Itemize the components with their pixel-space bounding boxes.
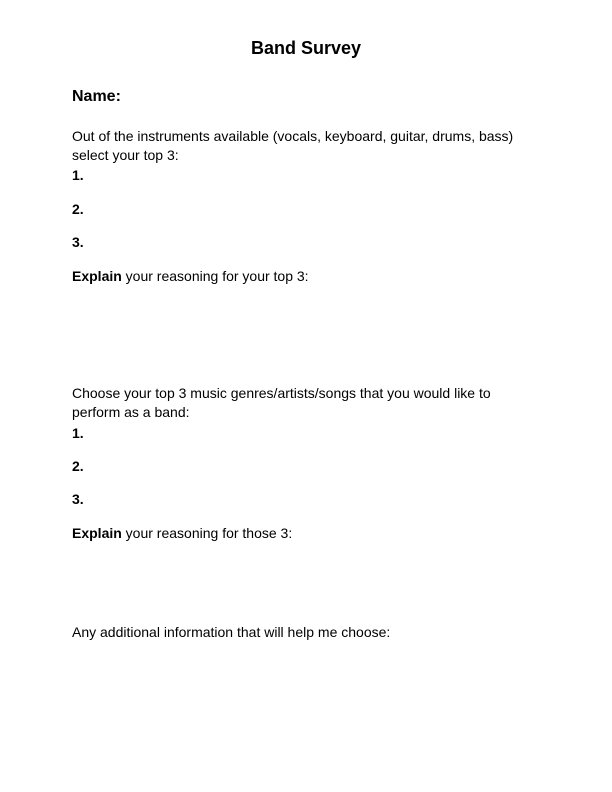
instrument-choice-1-label: 1. <box>72 167 84 183</box>
additional-info-prompt: Any additional information that will help me choose: <box>72 624 391 640</box>
instruments-prompt-line1: Out of the instruments available (vocals, keyboard, guitar, drums, bass) <box>72 128 514 144</box>
instruments-prompt-line2: select your top 3: <box>72 147 179 163</box>
explain-bold-text: Explain <box>72 268 122 284</box>
genres-prompt-line1: Choose your top 3 music genres/artists/songs that you would like to <box>72 385 491 401</box>
name-label: Name: <box>72 88 121 105</box>
genres-explain-prompt <box>72 524 292 543</box>
page-title: Band Survey <box>250 38 362 58</box>
genre-choice-2-label: 2. <box>72 458 84 474</box>
explain-rest-text: your reasoning for those 3: <box>121 525 293 541</box>
explain-rest-text: your reasoning for your top 3: <box>121 268 309 284</box>
genres-prompt-line2: perform as a band: <box>72 404 190 420</box>
instrument-choice-2-label: 2. <box>72 201 84 217</box>
genre-choice-3-label: 3. <box>72 491 84 507</box>
explain-bold-text: Explain <box>72 525 122 541</box>
genre-choice-1-label: 1. <box>72 425 84 441</box>
instrument-choice-3-label: 3. <box>72 234 84 250</box>
instruments-explain-prompt <box>72 267 309 286</box>
